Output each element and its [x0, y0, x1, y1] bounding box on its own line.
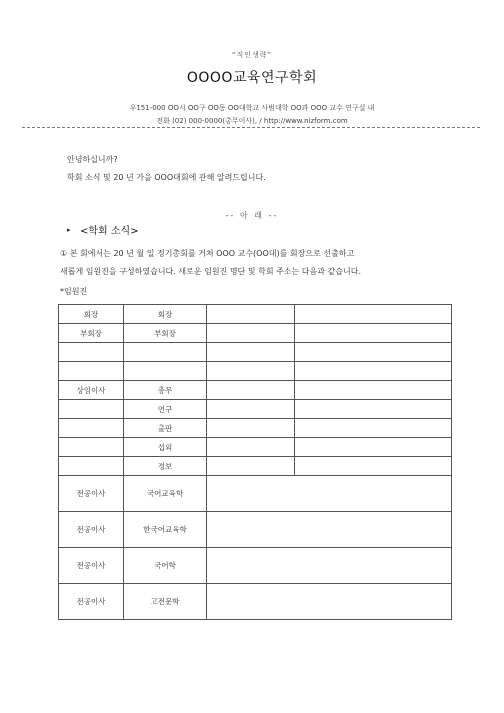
table-cell — [207, 381, 295, 400]
officers-table — [58, 304, 452, 620]
table-cell — [124, 362, 207, 381]
table-cell — [207, 305, 295, 324]
table-cell — [295, 324, 452, 343]
below-marker: -- 아 래 -- — [225, 211, 279, 220]
table-cell — [207, 512, 452, 548]
table-cell: 출판 — [124, 419, 207, 438]
table-cell: 섭외 — [124, 438, 207, 457]
table-row — [59, 362, 452, 381]
table-cell — [207, 476, 452, 512]
table-row — [59, 584, 452, 620]
table-cell: 회장 — [124, 305, 207, 324]
table-cell — [295, 381, 452, 400]
table-cell — [207, 548, 452, 584]
table-row — [59, 324, 452, 343]
table-cell — [207, 584, 452, 620]
table-cell — [207, 419, 295, 438]
table-cell: 부회장 — [59, 324, 124, 343]
table-cell: 회장 — [59, 305, 124, 324]
table-cell: 부회장 — [124, 324, 207, 343]
table-cell — [295, 419, 452, 438]
table-row — [59, 305, 452, 324]
table-cell — [124, 343, 207, 362]
organization-title: OOOO교육연구학회 — [186, 70, 318, 86]
table-cell: 한국어교육학 — [124, 512, 207, 548]
table-cell — [295, 362, 452, 381]
table-row — [59, 548, 452, 584]
news-paragraph-line1: ① 본 회에서는 20 년 월 일 정기총회를 거쳐 OOO 교수(OO대)를 회장으로 선출하고 — [60, 249, 355, 258]
table-cell: 전공이사 — [59, 476, 124, 512]
table-row — [59, 419, 452, 438]
table-cell: 국어학 — [124, 548, 207, 584]
table-cell — [207, 362, 295, 381]
table-cell — [207, 400, 295, 419]
table-cell — [295, 400, 452, 419]
table-cell: 상임이사 — [59, 381, 124, 400]
bullet-icon: ▸ — [67, 226, 71, 234]
table-cell: 전공이사 — [59, 548, 124, 584]
table-cell: 국어교육학 — [124, 476, 207, 512]
table-cell — [295, 343, 452, 362]
table-row — [59, 438, 452, 457]
table-cell: 고전문학 — [124, 584, 207, 620]
table-row — [59, 400, 452, 419]
stamp-text: “직인생략” — [231, 51, 273, 59]
table-cell — [295, 457, 452, 476]
address-line: 우151-000 OO시 OO구 OO동 OO대학교 사범대학 OO과 OOO 교수 연구실 내 — [129, 104, 375, 112]
table-cell — [207, 438, 295, 457]
table-cell — [295, 438, 452, 457]
contact-line: 전화 (02) 000-0000(총무이사), / http://www.nizform.com — [156, 117, 348, 125]
table-cell — [59, 400, 124, 419]
table-cell — [59, 419, 124, 438]
table-row — [59, 476, 452, 512]
table-cell: 연구 — [124, 400, 207, 419]
officers-label: *임원진 — [60, 287, 88, 296]
table-row — [59, 381, 452, 400]
table-row — [59, 512, 452, 548]
greeting-line: 안녕하십니까? — [67, 155, 118, 164]
table-cell — [59, 362, 124, 381]
table-cell: 총무 — [124, 381, 207, 400]
table-cell: 전공이사 — [59, 584, 124, 620]
table-cell — [59, 343, 124, 362]
intro-line: 학회 소식 및 20 년 가을 OOO대회에 관해 알려드립니다. — [67, 173, 266, 182]
table-cell — [207, 324, 295, 343]
news-paragraph-line2: 새롭게 임원진을 구성하였습니다. 새로운 임원진 명단 및 학회 주소는 다음과 같습니다. — [60, 267, 361, 276]
dashed-divider — [22, 127, 480, 128]
table-cell: 전공이사 — [59, 512, 124, 548]
table-cell — [295, 305, 452, 324]
table-row — [59, 343, 452, 362]
table-cell: 정보 — [124, 457, 207, 476]
table-row — [59, 457, 452, 476]
table-cell — [207, 457, 295, 476]
table-cell — [59, 438, 124, 457]
section-title: <학회 소식> — [80, 226, 139, 237]
table-cell — [207, 343, 295, 362]
table-cell — [59, 457, 124, 476]
